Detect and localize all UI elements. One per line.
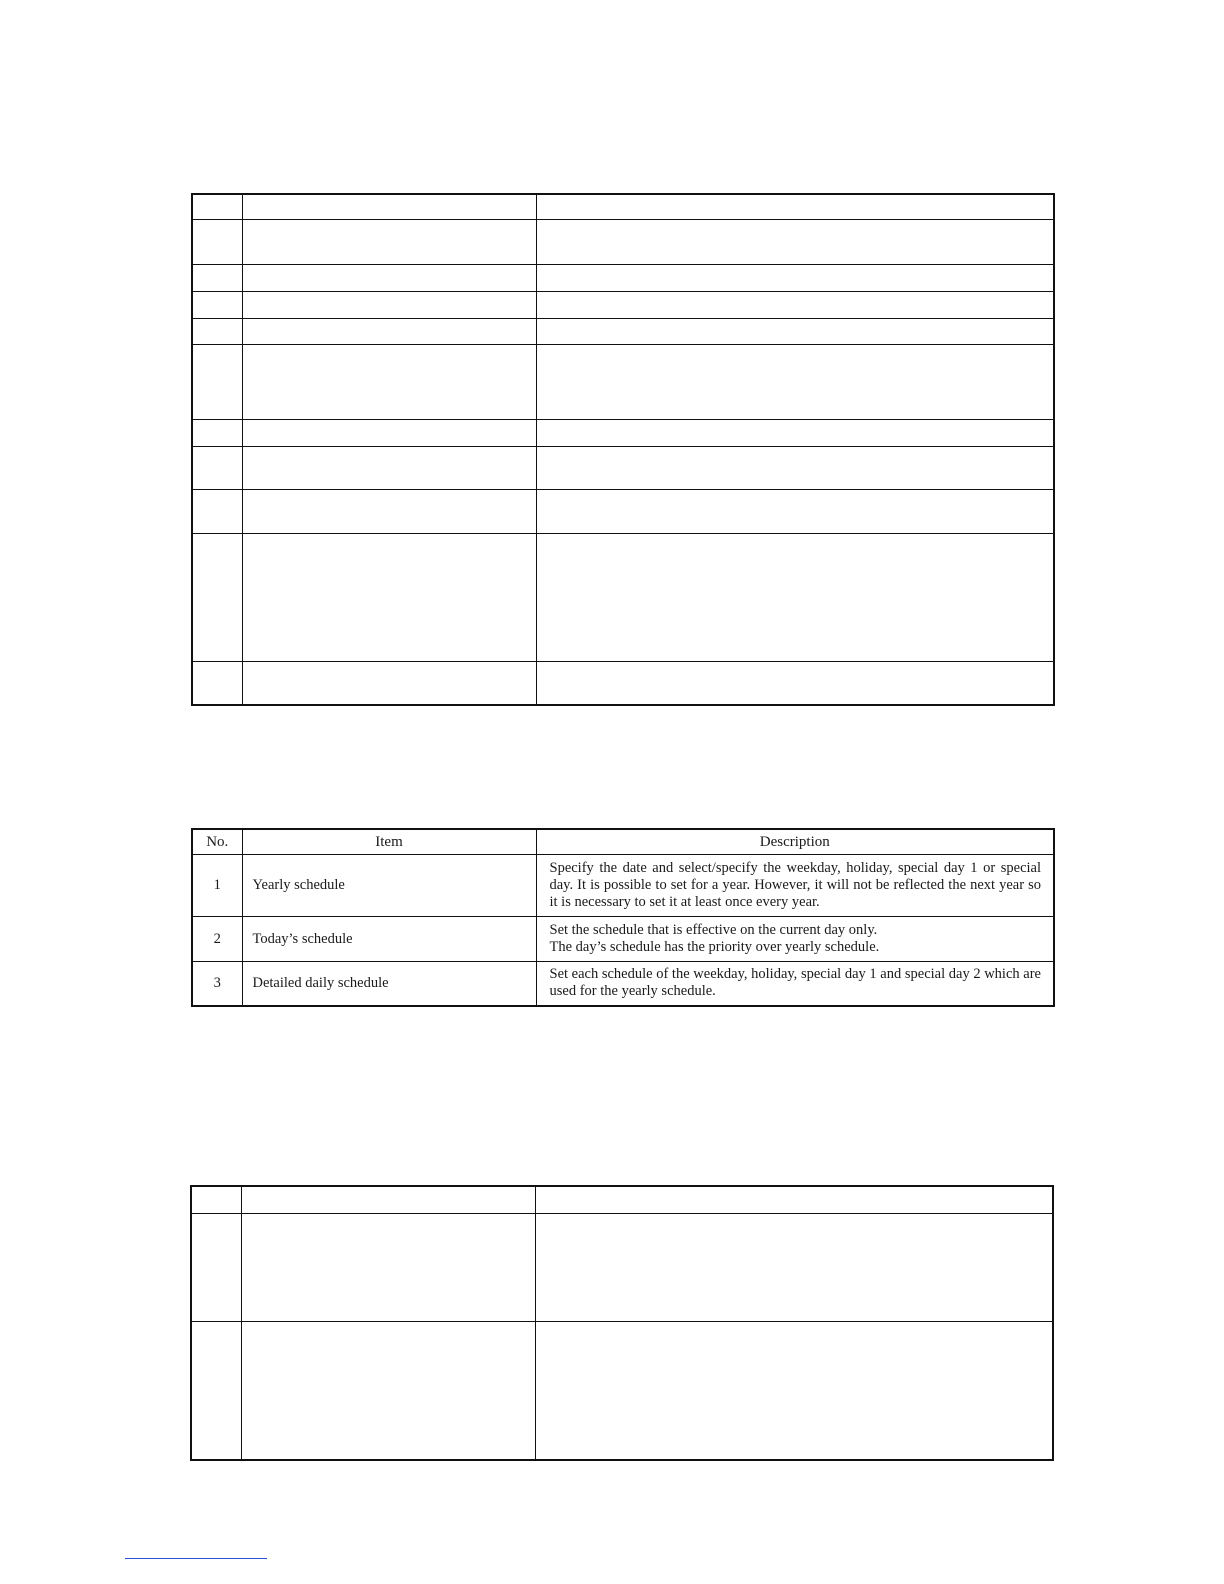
table-header-row: [191, 1186, 1053, 1213]
table-row: [191, 1213, 1053, 1321]
table-row: [192, 489, 1054, 533]
description-line: The day’s schedule has the priority over yearly schedule.: [549, 939, 880, 955]
footnote-divider: [125, 1558, 267, 1559]
row-description: Specify the date and select/specify the weekday, holiday, special day 1 or special day. It is possible to set for a year. However, it will not be reflected the next year so it is necessary to set it at least once every year.: [536, 855, 1054, 917]
table-header-row: [192, 829, 1054, 855]
table-row: [191, 1321, 1053, 1460]
header-item: Item: [242, 829, 536, 855]
row-description: [536, 917, 1054, 962]
table-row: [192, 318, 1054, 344]
row-no: 3: [192, 962, 242, 1006]
table-row: [192, 917, 1054, 962]
table-row: [192, 219, 1054, 264]
table-row: [192, 446, 1054, 489]
top-empty-table: [191, 193, 1055, 706]
row-item: Detailed daily schedule: [242, 962, 536, 1006]
description-line: Set the schedule that is effective on the current day only.: [549, 922, 878, 938]
row-no: 2: [192, 917, 242, 962]
header-description: Description: [536, 829, 1054, 855]
table-row: [192, 533, 1054, 661]
table-row: [192, 344, 1054, 419]
table-row: [192, 291, 1054, 318]
row-item: Today’s schedule: [242, 917, 536, 962]
schedule-items-table: [191, 828, 1055, 1007]
row-item: Yearly schedule: [242, 855, 536, 917]
table-row: [192, 661, 1054, 705]
row-description: Set each schedule of the weekday, holiday, special day 1 and special day 2 which are used for the yearly schedule.: [536, 962, 1054, 1006]
table-row: [192, 855, 1054, 917]
table-row: [192, 264, 1054, 291]
table-row: [192, 962, 1054, 1006]
table-row: [192, 419, 1054, 446]
row-no: 1: [192, 855, 242, 917]
table-header-row: [192, 194, 1054, 219]
header-no: No.: [192, 829, 242, 855]
bottom-empty-table: [190, 1185, 1054, 1461]
